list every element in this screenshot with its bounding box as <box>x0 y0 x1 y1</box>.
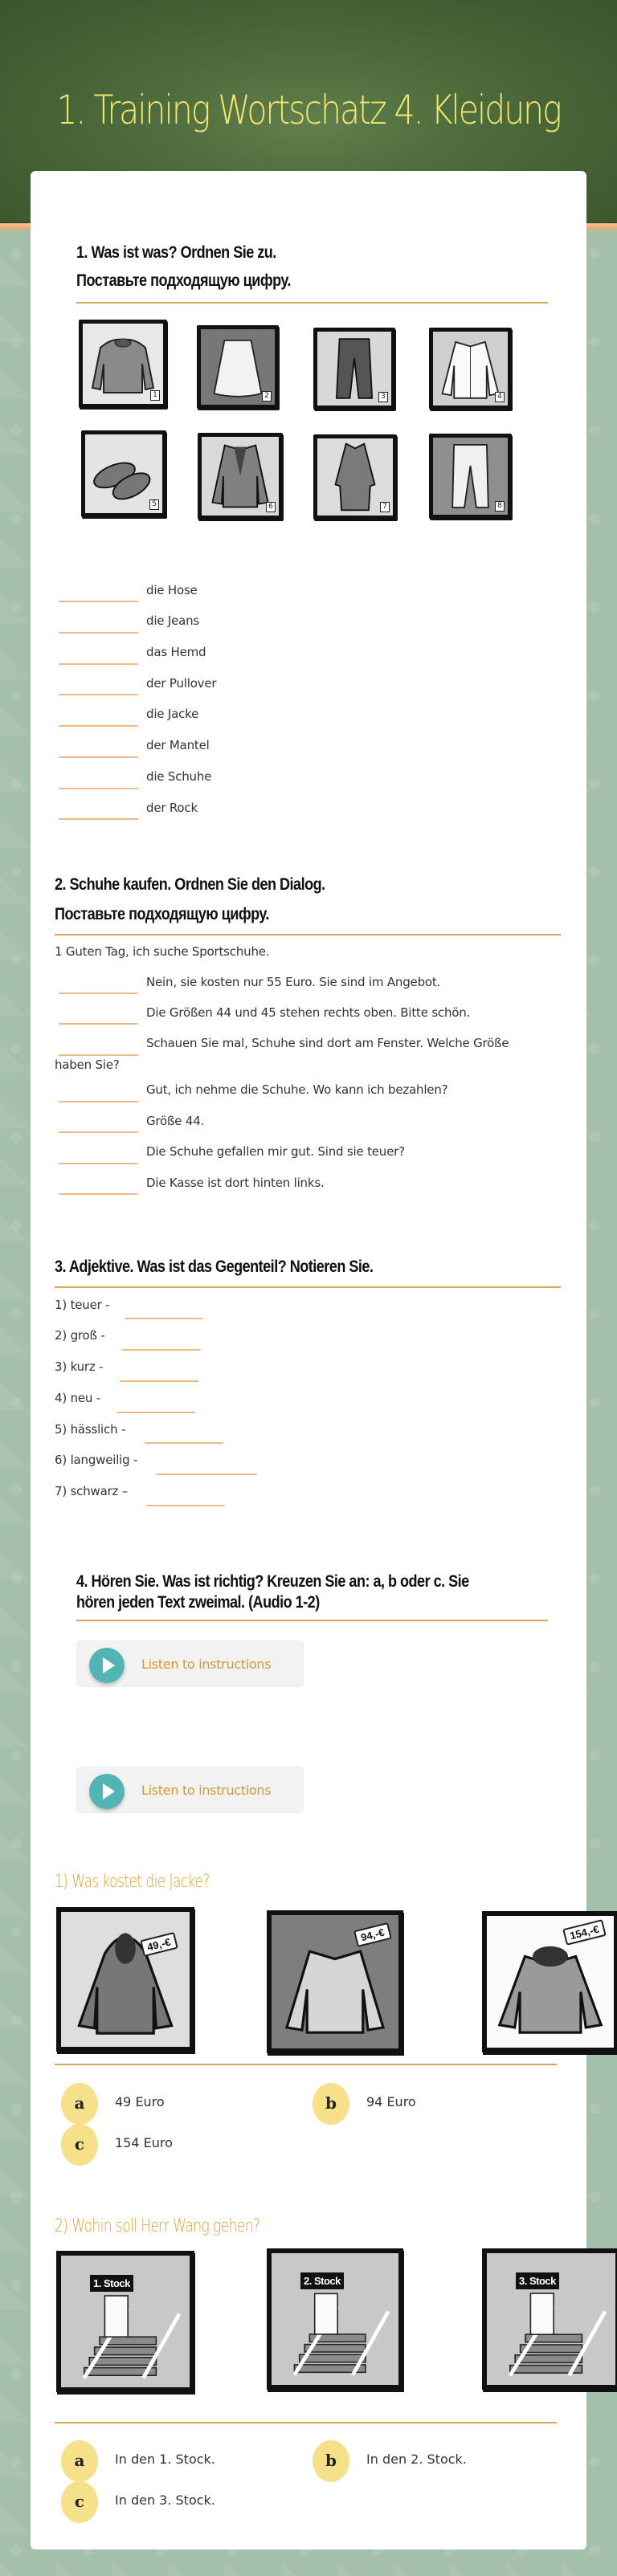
jeans-image: 8 <box>429 434 512 519</box>
adjective-item: 6) langweilig - <box>55 1453 138 1467</box>
section4-divider <box>76 1620 548 1621</box>
answer-blank[interactable] <box>59 1054 138 1056</box>
vocab-word: die Schuhe <box>146 769 212 784</box>
section4-title-line1: 4. Hören Sie. Was ist richtig? Kreuzen Sie an: a, b oder c. Sie <box>76 1572 469 1591</box>
section1-title: 1. Was ist was? Ordnen Sie zu. <box>76 243 276 262</box>
vocab-word: die Jeans <box>146 613 200 628</box>
floor-2-image[interactable]: 2. Stock <box>267 2248 403 2390</box>
section2-subtitle: Поставьте подходящую цифру. <box>55 905 269 923</box>
answer-blank[interactable] <box>59 1131 138 1133</box>
jacket-154-image[interactable]: 154,-€ <box>482 1911 617 2052</box>
section2-divider <box>55 934 561 935</box>
option-b-badge[interactable]: b <box>313 2440 349 2482</box>
dialog-line: Die Schuhe gefallen mir gut. Sind sie teuer? <box>146 1144 405 1159</box>
answer-blank[interactable] <box>116 1412 195 1413</box>
floor-3-image[interactable]: 3. Stock <box>482 2248 617 2390</box>
question2-divider <box>55 2422 557 2423</box>
dialog-line-wrap: haben Sie? <box>55 1058 120 1072</box>
question1-title: 1) Was kostet die Jacke? <box>55 1872 210 1892</box>
section1-subtitle: Поставьте подходящую цифру. <box>76 271 291 290</box>
trousers-image: 3 <box>313 328 395 410</box>
answer-blank[interactable] <box>59 1101 138 1103</box>
answer-blank[interactable] <box>59 1023 138 1025</box>
answer-blank[interactable] <box>122 1349 201 1351</box>
section1-divider <box>76 302 548 304</box>
question2-title: 2) Wohin soll Herr Wang gehen? <box>55 2216 260 2236</box>
dialog-line: Die Größen 44 und 45 stehen rechts oben. Bitte schön. <box>146 1005 471 1020</box>
worksheet-card: 1. Was ist was? Ordnen Sie zu. Поставьте подходящую цифру. 1 2 3 4 5 6 7 8 die Hose die Jeans das Hemd der Pullover die Jacke der Mantel die Schuhe der Rock 2. Schuhe kaufen. Ordnen Sie den Dialog. Поставьте подходящую цифру. 1 Guten Tag, ich suche Sportschuhe. Nein, sie kosten nur 55 Euro. Sie sind im Angebot. Die Größen 44 und 45 stehen rechts oben. Bitte schön. Schauen Sie mal, Schuhe sind dort am Fenster. Welche Größe haben Sie? Gut, ich nehme die Schuhe. Wo kann ich bezahlen? Größe 44. Die Schuhe gefallen mir gut. Sind sie teuer? Die Kasse ist dort hinten links. 3. Adjektive. Was ist das Gegenteil? Notieren Sie. 1) teuer - 2) groß - 3) kurz - 4) neu - 5) hässlich - 6) langweilig - 7) schwarz – 4. Hören Sie. Was ist richtig? Kreuzen Sie an: a, b oder c. Sie hören jeden Text zweimal. (Audio 1-2) Listen to instructions Listen to instructions 1) Was kostet die Jacke? 49,-€ 94,-€ 154,-€ a 49 Euro b 94 Euro c 154 Euro 2) Wohin soll Herr Wang gehen? 1. Stock 2. Stock 3. Stock a In den 1. Stock. b In den 2. Stock. c In den 3. Stock. <box>31 171 586 2550</box>
jacket-94-image[interactable]: 94,-€ <box>267 1910 403 2053</box>
coat-image: 7 <box>313 434 397 520</box>
adjective-item: 2) groß - <box>55 1328 105 1343</box>
answer-blank[interactable] <box>146 1505 225 1506</box>
answer-blank[interactable] <box>59 788 138 789</box>
dialog-first-line: 1 Guten Tag, ich suche Sportschuhe. <box>55 944 270 959</box>
answer-blank[interactable] <box>59 818 138 820</box>
answer-blank[interactable] <box>145 1442 223 1444</box>
option-b-badge[interactable]: b <box>313 2083 349 2125</box>
vocab-word: die Jacke <box>146 707 199 721</box>
answer-blank[interactable] <box>59 1163 138 1164</box>
section4-title-line2: hören jeden Text zweimal. (Audio 1-2) <box>76 1593 320 1612</box>
option-c-badge[interactable]: c <box>61 2124 98 2166</box>
dialog-line: Nein, sie kosten nur 55 Euro. Sie sind im Angebot. <box>146 975 441 989</box>
jacket-image: 6 <box>198 433 283 520</box>
answer-blank[interactable] <box>59 601 138 602</box>
vocab-word: der Rock <box>146 801 198 815</box>
dialog-line: Größe 44. <box>146 1114 205 1128</box>
question1-divider <box>55 2064 557 2065</box>
answer-blank[interactable] <box>59 632 138 634</box>
vocab-word: das Hemd <box>146 645 206 659</box>
vocab-word: der Pullover <box>146 676 217 691</box>
answer-blank[interactable] <box>125 1318 203 1319</box>
option-a-badge[interactable]: a <box>61 2440 98 2482</box>
section3-title: 3. Adjektive. Was ist das Gegenteil? Notieren Sie. <box>55 1257 374 1276</box>
answer-blank[interactable] <box>59 756 138 758</box>
dialog-line: Die Kasse ist dort hinten links. <box>146 1176 325 1190</box>
adjective-item: 7) schwarz – <box>55 1484 129 1498</box>
answer-blank[interactable] <box>59 1193 138 1195</box>
answer-blank[interactable] <box>156 1473 257 1475</box>
answer-blank[interactable] <box>59 694 138 695</box>
answer-blank[interactable] <box>59 663 138 665</box>
section2-title: 2. Schuhe kaufen. Ordnen Sie den Dialog. <box>55 875 325 894</box>
dialog-line: Schauen Sie mal, Schuhe sind dort am Fenster. Welche Größe <box>146 1036 509 1050</box>
shoes-image: 5 <box>81 430 166 517</box>
dialog-line: Gut, ich nehme die Schuhe. Wo kann ich bezahlen? <box>146 1082 448 1097</box>
listen-button-2[interactable]: Listen to instructions <box>76 1767 304 1813</box>
play-icon <box>89 1648 125 1683</box>
answer-blank[interactable] <box>59 725 138 727</box>
play-icon <box>89 1774 125 1809</box>
shirt-image: 4 <box>429 328 512 410</box>
page-title: 1. Training Wortschatz 4. Kleidung <box>56 87 561 133</box>
answer-blank[interactable] <box>120 1380 198 1382</box>
listen-button-1[interactable]: Listen to instructions <box>76 1641 304 1687</box>
skirt-image: 2 <box>197 325 279 409</box>
vocab-word: die Hose <box>146 583 198 597</box>
option-a-badge[interactable]: a <box>61 2083 98 2125</box>
vocab-word: der Mantel <box>146 738 210 752</box>
pullover-image: 1 <box>79 320 167 408</box>
floor-1-image[interactable]: 1. Stock <box>56 2251 194 2392</box>
answer-blank[interactable] <box>59 992 138 994</box>
adjective-item: 1) teuer - <box>55 1298 110 1312</box>
adjective-item: 5) hässlich - <box>55 1422 126 1437</box>
option-c-badge[interactable]: c <box>61 2481 98 2523</box>
section3-divider <box>55 1286 561 1288</box>
jacket-49-image[interactable]: 49,-€ <box>56 1907 194 2052</box>
adjective-item: 4) neu - <box>55 1391 100 1405</box>
adjective-item: 3) kurz - <box>55 1359 104 1374</box>
